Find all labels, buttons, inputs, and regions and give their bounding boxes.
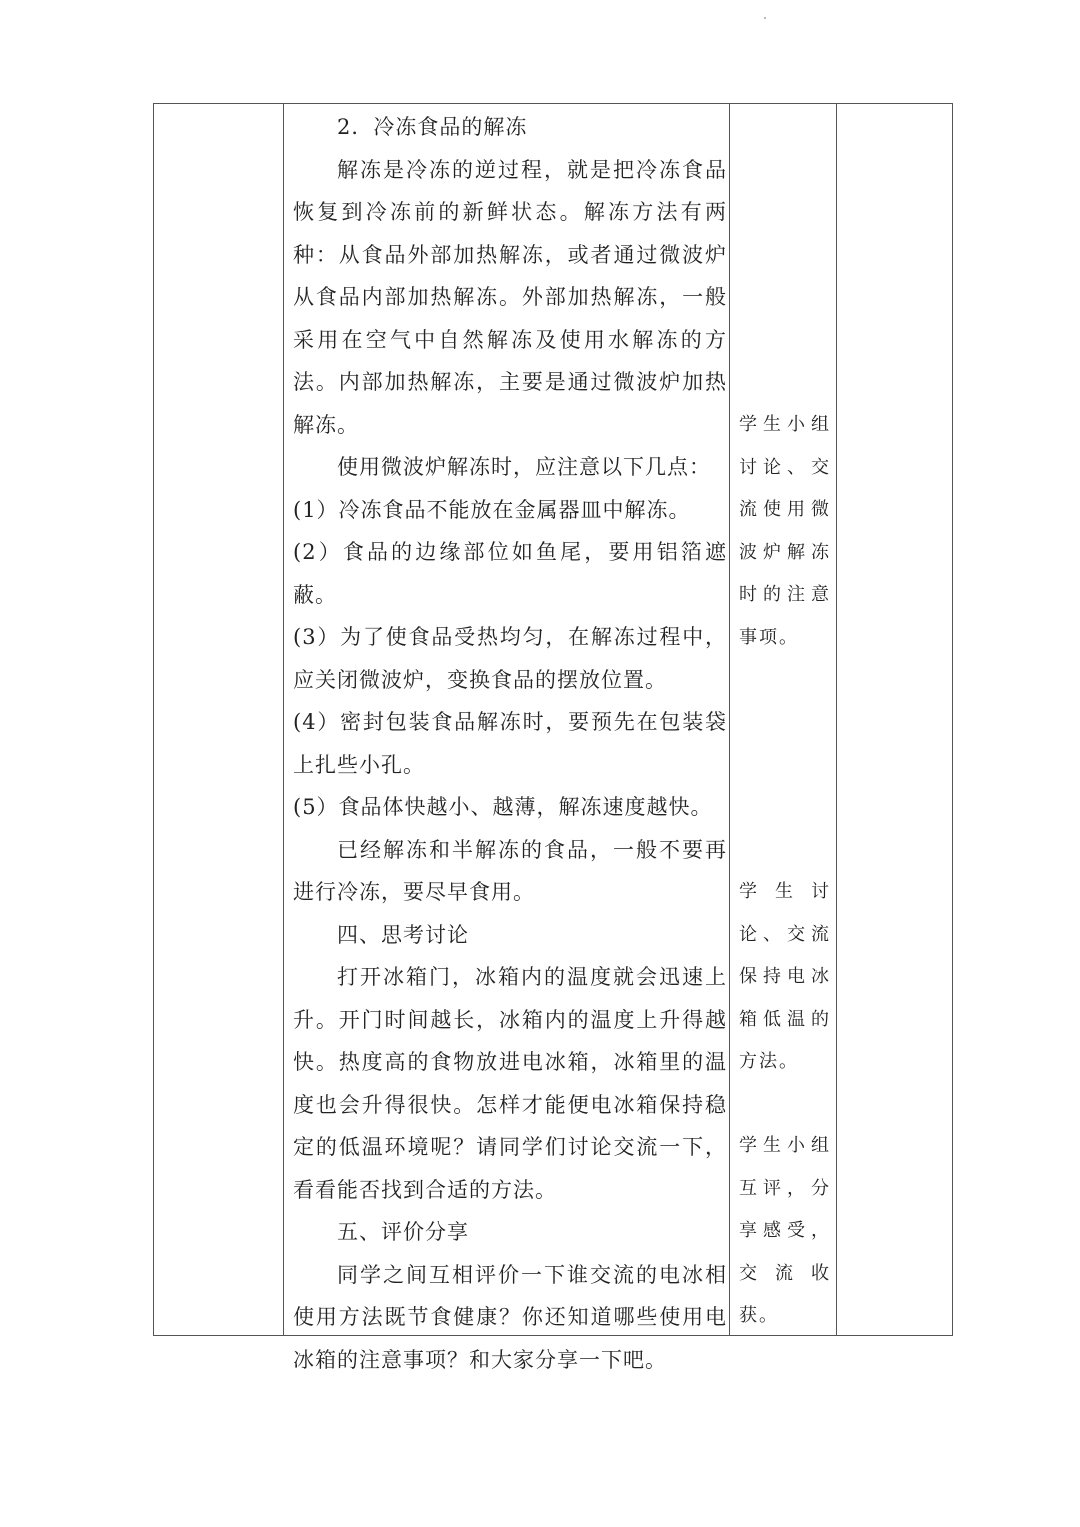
- microwave-intro: 使用微波炉解冻时，应注意以下几点：: [337, 455, 711, 479]
- lesson-table: [153, 103, 953, 1372]
- thawing-paragraph: 解冻是冷冻的逆过程，就是把冷冻食品恢复到冷冻前的新鲜状态。解冻方法有两种：从食品外部加热解冻，或者通过微波炉从食品内部加热解冻。外部加热解冻，一般采用在空气中自然解冻及使用水解冻的方法。内部加热解冻，主要是通过微波炉加热解冻。: [293, 157, 727, 437]
- teaching-content-cell: [293, 104, 727, 1381]
- activity-note-2: [739, 871, 831, 1084]
- activity-text: 学生小组互评，分享感受，交流收获。: [739, 1135, 831, 1326]
- discussion-heading: 四、思考讨论: [337, 922, 469, 947]
- list-item: (5）食品体快越小、越薄，解冻速度越快。: [293, 795, 713, 819]
- column-divider-3: [836, 104, 837, 1335]
- activity-text: 学生讨论、交流保持电冰箱低温的方法。: [739, 881, 831, 1072]
- column-divider-2: [729, 104, 730, 1335]
- scan-speck: [764, 17, 766, 19]
- activity-text: 学生小组讨论、交流使用微波炉解冻时的注意事项。: [739, 414, 831, 648]
- list-item: (3）为了使食品受热均匀，在解冻过程中，应关闭微波炉，变换食品的摆放位置。: [293, 625, 727, 692]
- discussion-paragraph: 打开冰箱门，冰箱内的温度就会迅速上升。开门时间越长，冰箱内的温度上升得越快。热度高的食物放进电冰箱，冰箱里的温度也会升得很快。怎样才能便电冰箱保持稳定的低温环境呢？请同学们讨论交流一下，看看能否找到合适的方法。: [293, 965, 727, 1202]
- activity-note-3: [739, 1125, 831, 1338]
- evaluation-paragraph: 同学之间互相评价一下谁交流的电冰相使用方法既节食健康？你还知道哪些使用电冰箱的注意事项？和大家分享一下吧。: [293, 1262, 727, 1372]
- refreeze-paragraph: 已经解冻和半解冻的食品，一般不要再进行冷冻，要尽早食用。: [293, 837, 727, 904]
- list-item: (1）冷冻食品不能放在金属器皿中解冻。: [293, 497, 691, 522]
- evaluation-heading: 五、评价分享: [337, 1220, 469, 1244]
- section-heading: 2．冷冻食品的解冻: [337, 115, 528, 139]
- column-divider-1: [283, 104, 284, 1335]
- list-item: (2）食品的边缘部位如鱼尾，要用铝箔遮蔽。: [293, 540, 727, 607]
- list-item: (4）密封包装食品解冻时，要预先在包装袋上扎些小孔。: [293, 710, 727, 777]
- activity-note-1: [739, 404, 831, 659]
